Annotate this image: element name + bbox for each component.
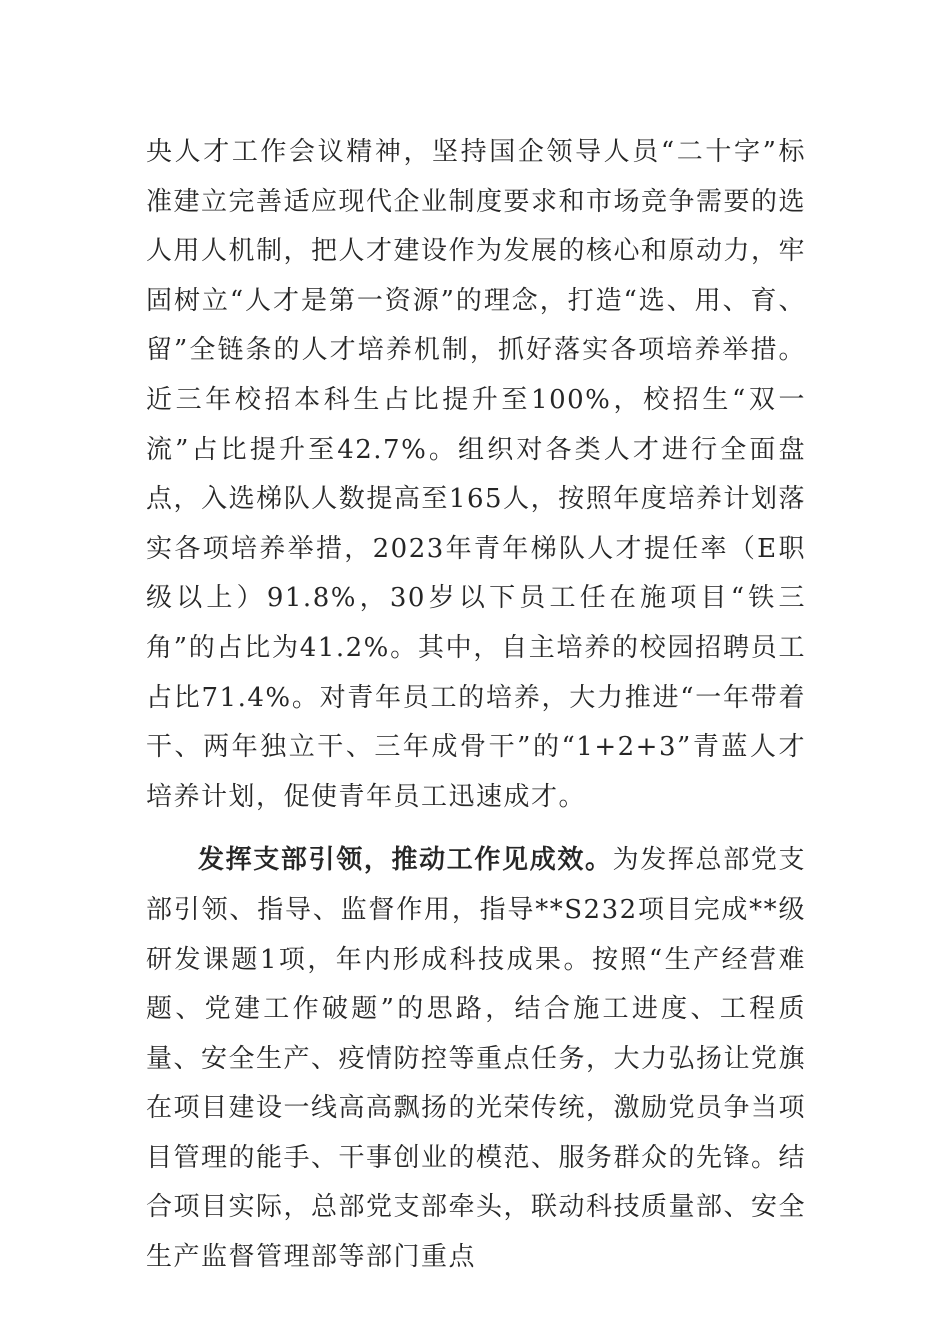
paragraph-lead-heading: 发挥支部引领，推动工作见成效。 (198, 845, 613, 876)
paragraph-continued (146, 128, 806, 822)
paragraph-text: 央人才工作会议精神，坚持国企领导人员“二十字”标准建立完善适应现代企业制度要求和市场竞争需要的选人用人机制，把人才建设作为发展的核心和原动力，牢固树立“人才是第一资源”的理念，打造“选、用、育、留”全链条的人才培养机制，抓好落实各项培养举措。近三年校招本科生占比提升至100%，校招生“双一流”占比提升至42.7%。组织对各类人才进行全面盘点，入选梯队人数提高至165人，按照年度培养计划落实各项培养举措，2023年青年梯队人才提任率（E职级以上）91.8%，30岁以下员工任在施项目“铁三角”的占比为41.2%。其中，自主培养的校园招聘员工占比71.4%。对青年员工的培养，大力推进“一年带着干、两年独立干、三年成骨干”的“1+2+3”青蓝人才培养计划，促使青年员工迅速成才。 (146, 137, 807, 812)
paragraph-text: 为发挥总部党支部引领、指导、监督作用，指导**S232项目完成**级研发课题1项，年内形成科技成果。按照“生产经营难题、党建工作破题”的思路，结合施工进度、工程质量、安全生产、疫情防控等重点任务，大力弘扬让党旗在项目建设一线高高飘扬的光荣传统，激励党员争当项目管理的能手、干事创业的模范、服务群众的先锋。结合项目实际，总部党支部牵头，联动科技质量部、安全生产监督管理部等部门重点 (146, 845, 807, 1273)
document-body (146, 128, 806, 1283)
paragraph-branch-leadership (146, 836, 806, 1282)
